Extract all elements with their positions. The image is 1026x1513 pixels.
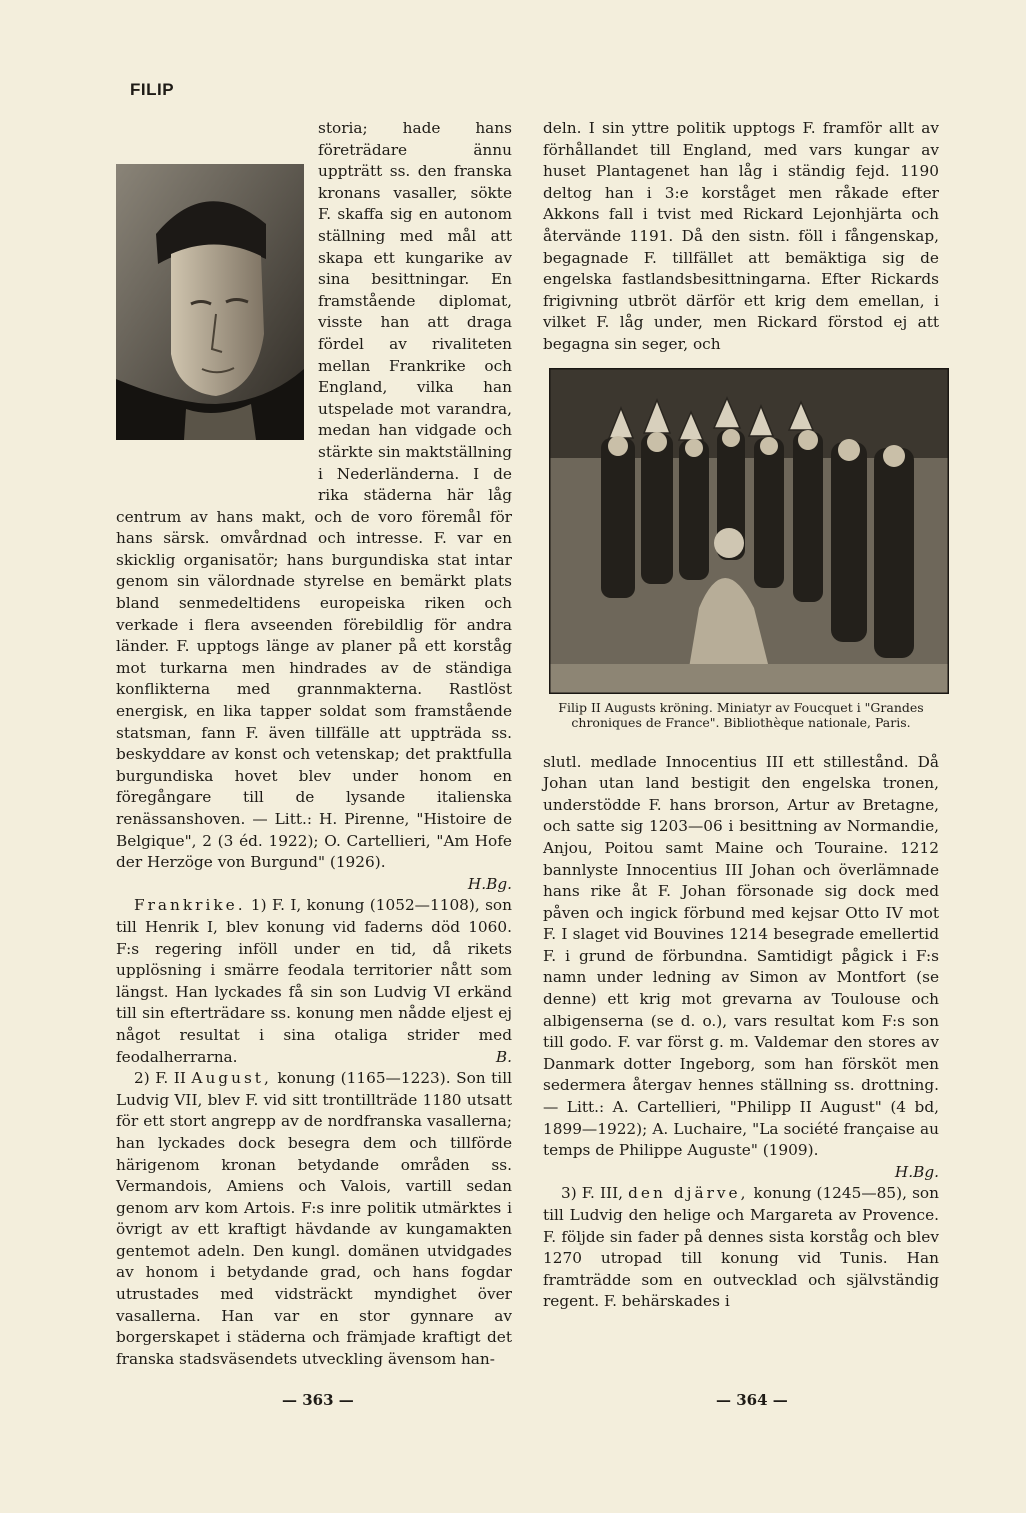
entry-france-2 [116,1068,512,1370]
portrait-image [116,164,304,440]
author-signature: B. [495,1047,512,1066]
running-head: FILIP [130,80,175,99]
author-signature: H.Bg. [467,874,512,893]
page-number-right: — 364 — [716,1391,788,1409]
entry-number: 2) F. II [134,1069,186,1088]
entry-label: Frankrike. [134,896,246,915]
coronation-miniature-image [549,368,949,694]
article-continuation: storia; hade hans företrädare ännu uppträtt ss. den franska kronans vasaller, sökte F. skaffa sig en autonom ställning med mål att skapa ett kungarike av sina besittningar. En framstående diplomat, visste han att draga fördel av rivaliteten mellan Frankrike och England, vilka han utspelade mot varandra, medan han vidgade och stärkte sin maktställning i Nederländerna. I de rika städerna här låg centrum av hans makt, och de voro föremål för hans särsk. omvårdnad och intresse. F. var en skicklig organisatör; hans burgundiska stat intar genom sin välordnade styrelse en bemärkt plats bland senmedeltidens europeiska riken och verkade i flera avseenden förebildlig för andra länder. F. upptogs länge av planer på ett korståg mot turkarna men hindrades av de ständiga konflikterna med grannmakterna. Rastlöst energisk, en lika tapper soldat som framstående statsman, fann F. även tillfälle att uppträda ss. beskyddare av konst och vetenskap; det praktfulla burgundiska hovet blev under honom en föregångare till de lysande italienska renässanshoven. — Litt.: H. Pirenne, "Histoire de Belgique", 2 (3 éd. 1922); O. Cartellieri, "Am Hofe der Herzöge von Burgund" (1926). [116,119,512,872]
portrait-figure [116,118,312,502]
entry-label: August, [191,1069,272,1088]
figure-caption: Filip II Augusts kröning. Miniatyr av Foucquet i "Grandes chroniques de France". Bibliothèque nationale, Paris. [558,699,924,730]
article-continuation: deln. I sin yttre politik upptogs F. framför allt av förhållandet till England, med vars kungar av huset Plantagenet han låg i ständig fejd. 1190 deltog han i 3:e korståget men råkade efter Akkons fall i tvist med Rickard Lejonhjärta och återvände 1191. Då den sistn. föll i fångenskap, begagnade F. tillfället att bemäktiga sig de engelska fastlandsbesittningarna. Efter Rickards frigivning utbröt därför ett krig dem emellan, i vilket F. låg under, men Rickard förstod ej att begagna sin seger, och [543,119,939,353]
author-signature: H.Bg. [894,1162,939,1181]
entry-label: den djärve, [628,1184,749,1203]
entry-france-1 [116,895,512,1068]
entry-france-3 [543,1183,939,1313]
right-column [543,118,939,1313]
entry-text: konung (1245—85), son till Ludvig den helige och Margareta av Provence. F. följde sin fader på dennes sista korståg och blev 1270 utropad till konung vid Tunis. Han framträdde som en outvecklad och självständig regent. F. behärskades i [543,1184,939,1311]
entry-text: konung (1165—1223). Son till Ludvig VII, blev F. vid sitt trontillträde 1180 utsatt för ett stort angrepp av de nordfranska vasallerna; han lyckades dock besegra dem och tillförde härigenom kronan betydande områden ss. Vermandois, Amiens och Valois, vartill sedan genom arv kom Artois. F:s inre politik utmärktes i övrigt av ett kraftigt hävdande av kungamakten gentemot adeln. Den kungl. domänen utvidgades av honom i betydande grad, och hans fogdar utrustades med vidsträckt myndighet över vasallerna. Han var en stor gynnare av borgerskapet i städerna och främjade kraftigt det franska stadsväsendets utveckling ävensom han- [116,1069,512,1368]
entry-number: 3) F. III, [561,1184,623,1203]
left-column [116,118,512,1370]
entry-text: 1) F. I, konung (1052—1108), son till Henrik I, blev konung vid faderns död 1060. F:s regering inföll under en tid, då rikets upplösning i smärre feodala territorier nått som längst. Han lyckades få sin son Ludvig VI erkänd till sin efterträdare ss. konung men nådde eljest ej något resultat i sina otaliga strider med feodalherrarna. [116,896,512,1066]
article-continuation: slutl. medlade Innocentius III ett stillestånd. Då Johan utan land bestigit den engelska tronen, understödde F. hans brorson, Artur av Bretagne, och satte sig 1203—06 i besittning av Normandie, Anjou, Poitou samt Maine och Touraine. 1212 bannlyste Innocentius III Johan och överlämnade hans rike åt F. Johan försonade sig dock med påven och ingick förbund med kejsar Otto IV mot F. I slaget vid Bouvines 1214 besegrade emellertid F. i grund de förbundna. Samtidigt pågick i F:s namn under ledning av Simon av Montfort (se denne) ett krig mot grevarna av Toulouse och albigenserna (se d. o.), vars resultat kom F:s son till godo. F. var först g. m. Valdemar den stores av Danmark dotter Ingeborg, som han försköt men sedermera återgav hennes ställning ss. drottning. — Litt.: A. Cartellieri, "Philipp II August" (4 bd, 1899—1922); A. Luchaire, "La société française au temps de Philippe Auguste" (1909). [543,752,939,1160]
page-number-left: — 363 — [282,1391,354,1409]
